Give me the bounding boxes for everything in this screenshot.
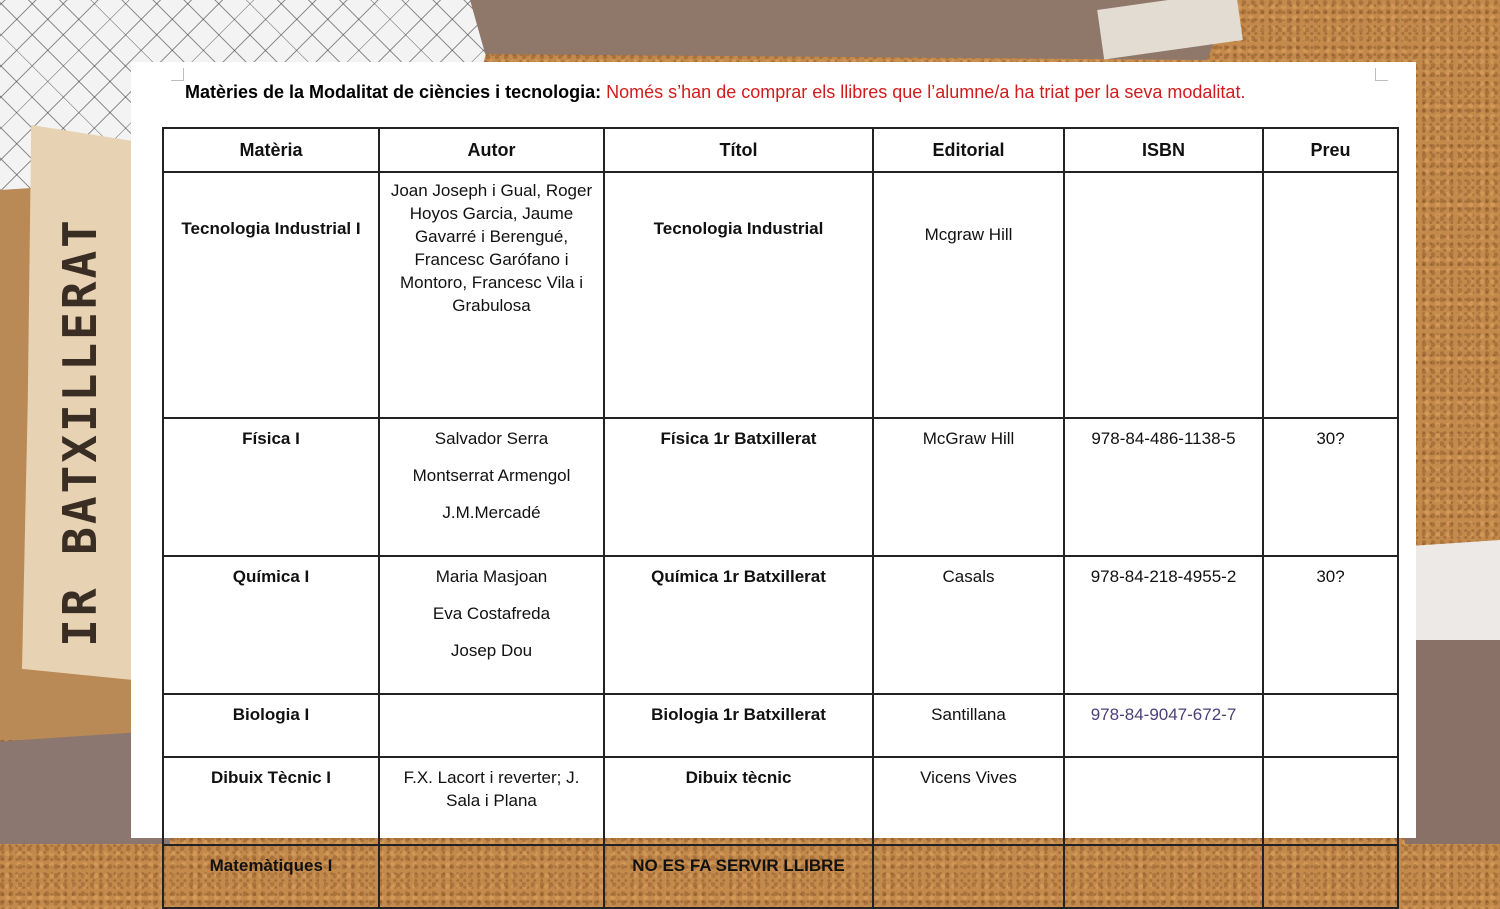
- heading-title: Matèries de la Modalitat de ciències i tecnologia:: [185, 82, 602, 102]
- cell-publisher: Santillana: [873, 694, 1064, 757]
- background-paper-brown: [1405, 640, 1500, 844]
- cell-authors: [379, 418, 604, 556]
- cell-publisher: Vicens Vives: [873, 757, 1064, 845]
- header-preu: Preu: [1263, 128, 1398, 172]
- corner-mark: [171, 68, 184, 81]
- cell-subject: Tecnologia Industrial I: [163, 172, 379, 418]
- cell-authors: F.X. Lacort i reverter; J. Sala i Plana: [379, 757, 604, 845]
- author-name: Joan Joseph i Gual, Roger Hoyos Garcia, Jaume Gavarré i Berengué, Francesc Garófano i Montoro, Francesc Vila i Grabulosa: [390, 181, 593, 315]
- cell-subject: Biologia I: [163, 694, 379, 757]
- cell-subject: Dibuix Tècnic I: [163, 757, 379, 845]
- side-label-text: IR BATXILLERAT: [53, 217, 107, 647]
- header-titol: Títol: [604, 128, 873, 172]
- cell-isbn: 978-84-218-4955-2: [1064, 556, 1263, 694]
- cell-title: Física 1r Batxillerat: [604, 418, 873, 556]
- cell-isbn: 978-84-9047-672-7: [1064, 694, 1263, 757]
- document-sheet: [131, 62, 1416, 875]
- author-name: Eva Costafreda: [432, 604, 551, 623]
- author-name: Montserrat Armengol: [412, 466, 571, 485]
- books-table: [162, 127, 1399, 909]
- cell-isbn: [1064, 172, 1263, 418]
- page-heading: [185, 82, 1245, 103]
- cell-publisher: [873, 845, 1064, 908]
- cell-authors: [379, 556, 604, 694]
- author-name: Maria Masjoan: [435, 567, 548, 586]
- cell-authors: [379, 845, 604, 908]
- author-name: Salvador Serra: [434, 429, 549, 448]
- cell-price: 30?: [1263, 418, 1398, 556]
- header-autor: Autor: [379, 128, 604, 172]
- cell-publisher: Casals: [873, 556, 1064, 694]
- cell-price: 30?: [1263, 556, 1398, 694]
- header-materia: Matèria: [163, 128, 379, 172]
- table-row: [163, 694, 1398, 757]
- cell-subject: Física I: [163, 418, 379, 556]
- cell-isbn: [1064, 845, 1263, 908]
- cell-authors: [379, 694, 604, 757]
- cell-price: [1263, 757, 1398, 845]
- cell-title: Dibuix tècnic: [604, 757, 873, 845]
- cell-title: Tecnologia Industrial: [604, 172, 873, 418]
- heading-note: Només s’han de comprar els llibres que l’alumne/a ha triat per la seva modalitat.: [606, 82, 1246, 102]
- cell-authors: [379, 172, 604, 418]
- cell-title: Biologia 1r Batxillerat: [604, 694, 873, 757]
- table-row: [163, 845, 1398, 908]
- cell-subject: Matemàtiques I: [163, 845, 379, 908]
- cell-subject: Química I: [163, 556, 379, 694]
- cell-price: [1263, 845, 1398, 908]
- cell-title: Química 1r Batxillerat: [604, 556, 873, 694]
- cell-title: NO ES FA SERVIR LLIBRE: [604, 845, 873, 908]
- table-row: [163, 418, 1398, 556]
- cell-publisher: McGraw Hill: [873, 418, 1064, 556]
- author-name: J.M.Mercadé: [442, 503, 541, 522]
- cell-isbn: [1064, 757, 1263, 845]
- cell-price: [1263, 694, 1398, 757]
- cell-price: [1263, 172, 1398, 418]
- table-row: [163, 172, 1398, 418]
- cell-isbn: 978-84-486-1138-5: [1064, 418, 1263, 556]
- header-isbn: ISBN: [1064, 128, 1263, 172]
- table-row: [163, 757, 1398, 845]
- header-editorial: Editorial: [873, 128, 1064, 172]
- table-header-row: [163, 128, 1398, 172]
- cell-publisher: Mcgraw Hill: [873, 172, 1064, 418]
- corner-mark: [1375, 68, 1388, 81]
- table-row: [163, 556, 1398, 694]
- author-name: Josep Dou: [450, 641, 533, 660]
